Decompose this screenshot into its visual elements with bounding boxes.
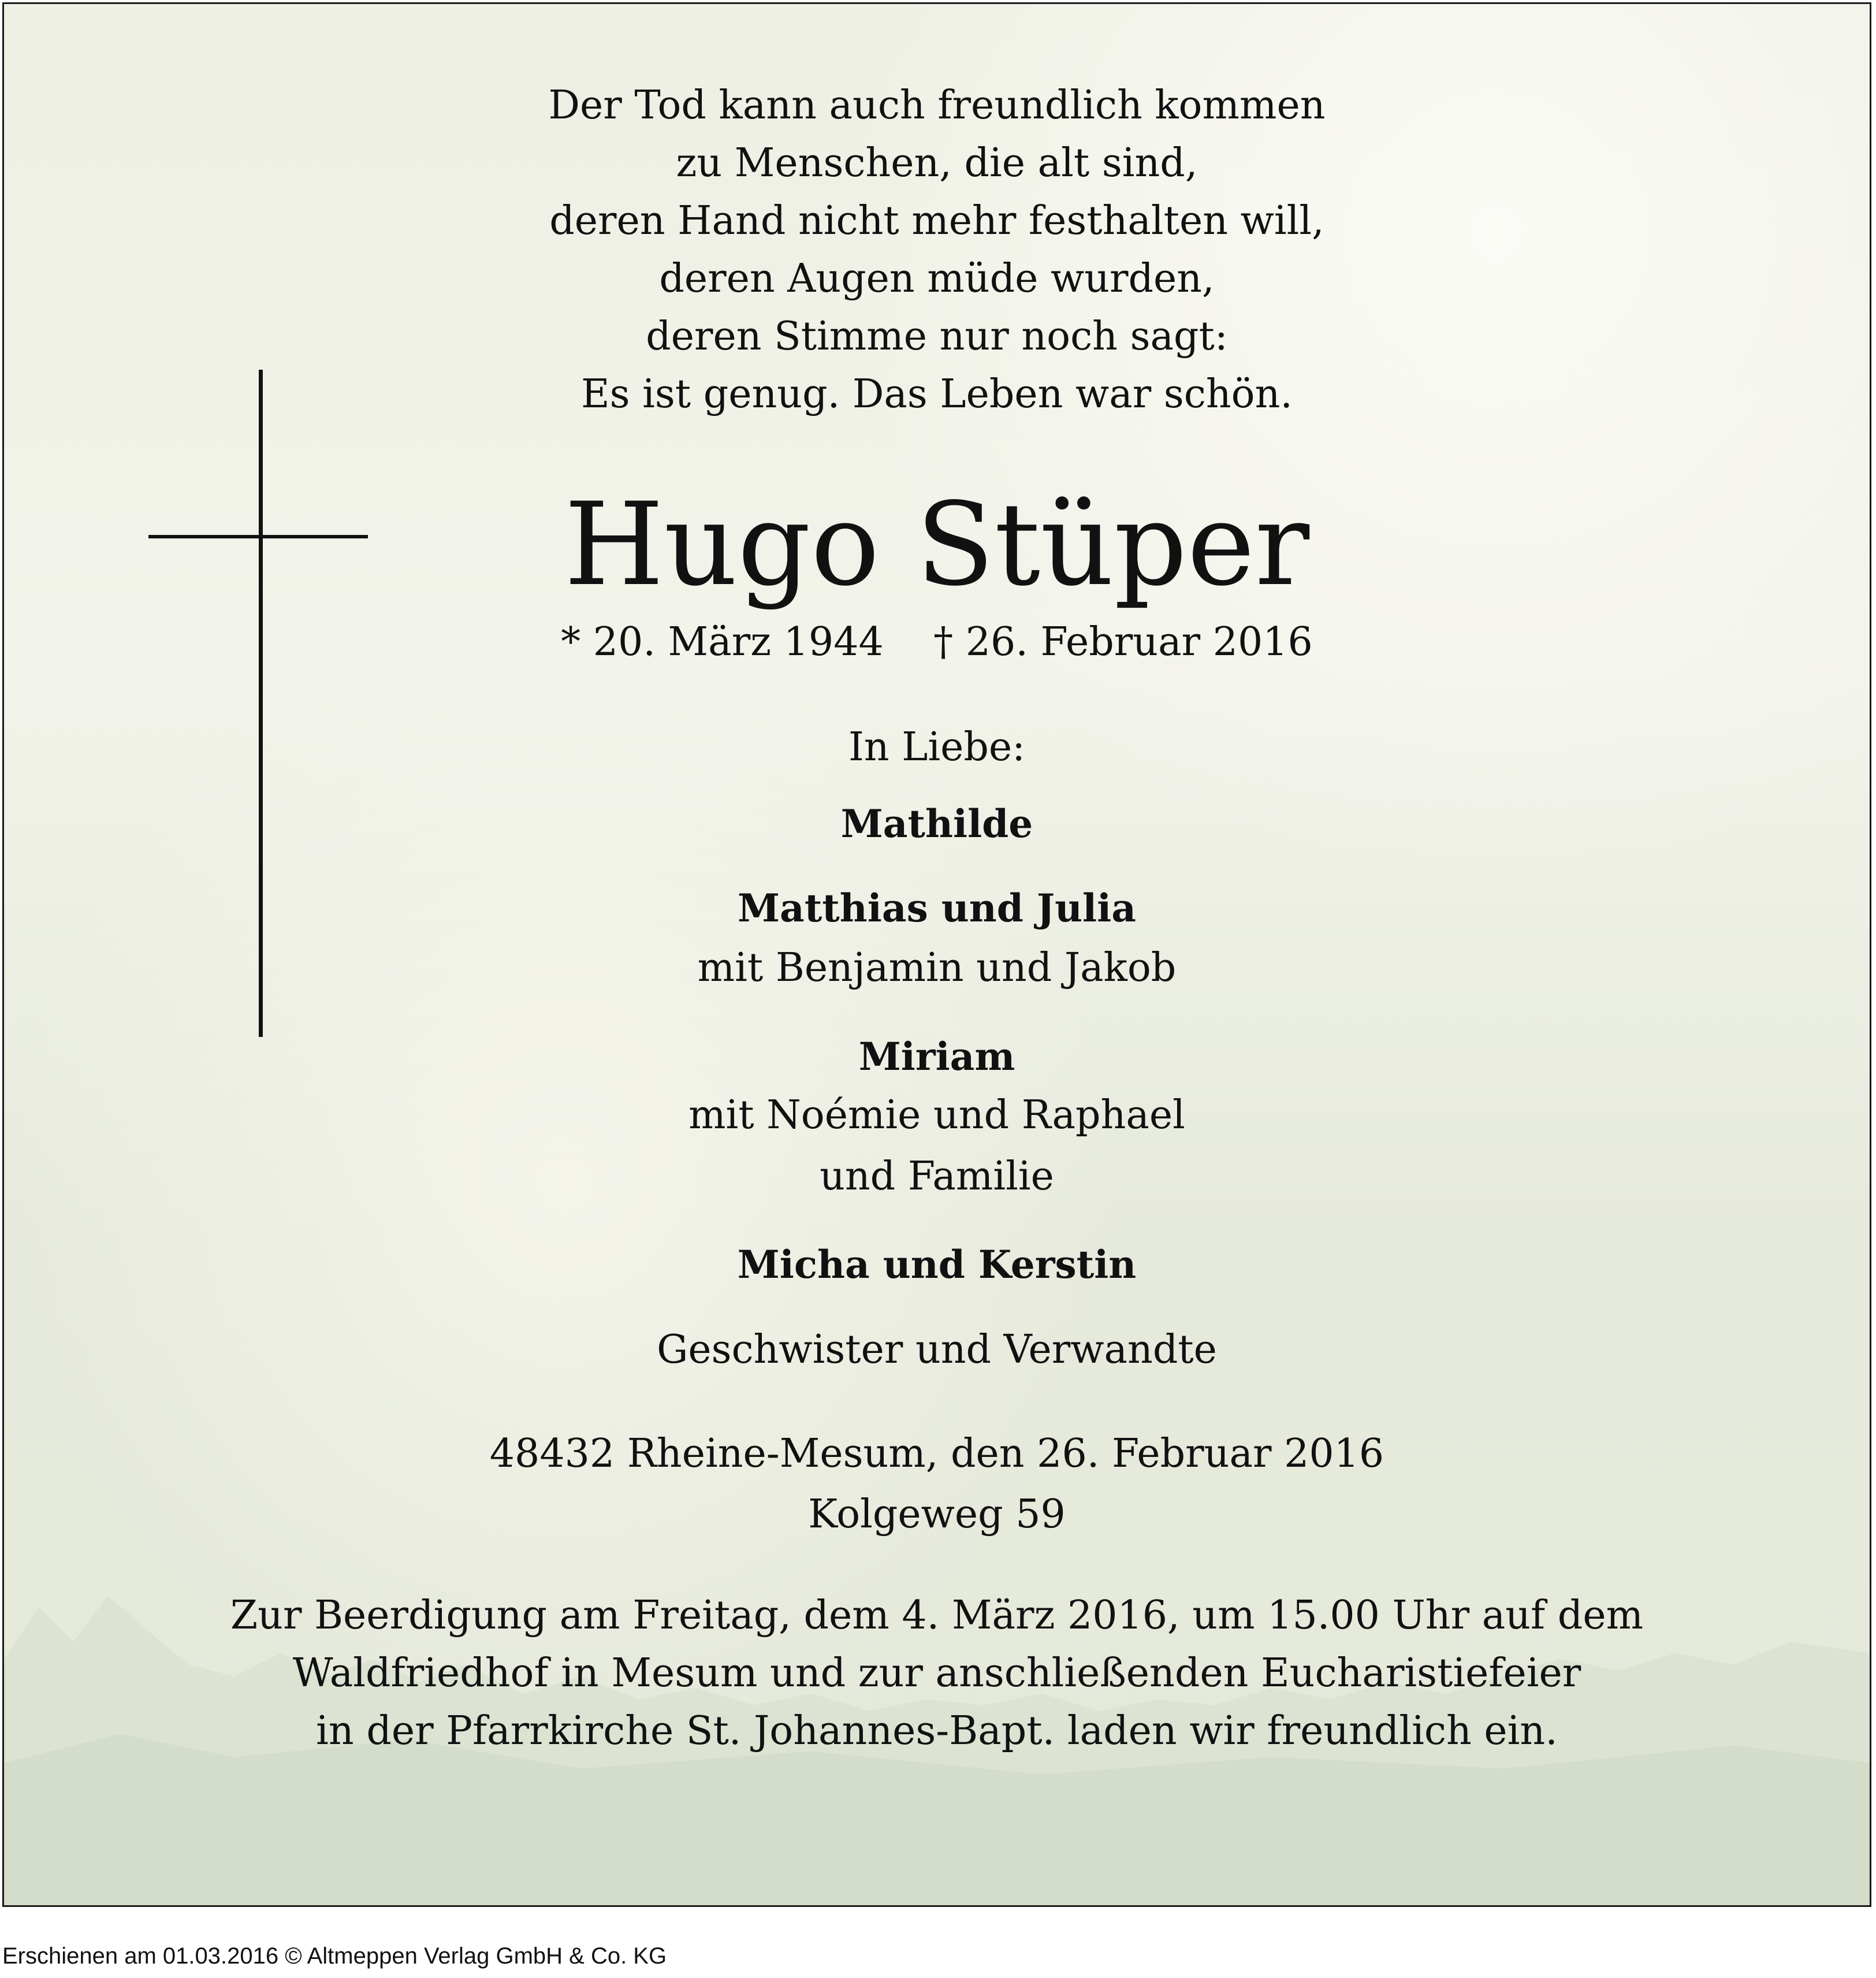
family-member-name: Matthias und Julia	[738, 886, 1136, 931]
funeral-notice-line: Zur Beerdigung am Freitag, dem 4. März 2016, um 15.00 Uhr auf dem	[230, 1593, 1644, 1638]
poem-line: Es ist genug. Das Leben war schön.	[580, 371, 1293, 417]
poem-line: deren Hand nicht mehr festhalten will,	[549, 198, 1324, 244]
funeral-notice-line: Waldfriedhof in Mesum und zur anschließenden Eucharistiefeier	[292, 1650, 1581, 1696]
funeral-notice-line: in der Pfarrkirche St. Johannes-Bapt. laden wir freundlich ein.	[316, 1708, 1558, 1754]
poem-line: deren Augen müde wurden,	[659, 256, 1215, 302]
family-member-name: Micha und Kerstin	[737, 1242, 1137, 1287]
family-member-name: Miriam	[858, 1034, 1015, 1079]
obituary-card	[2, 2, 1871, 1907]
in-liebe-label: In Liebe:	[848, 724, 1026, 770]
place-date: 48432 Rheine-Mesum, den 26. Februar 2016	[489, 1431, 1384, 1477]
publication-footer: Erschienen am 01.03.2016 © Altmeppen Verlag GmbH & Co. KG	[2, 1943, 667, 1969]
poem-line: zu Menschen, die alt sind,	[676, 140, 1198, 186]
family-member-detail: mit Noémie und Raphael	[688, 1092, 1185, 1138]
deceased-name: Hugo Stüper	[564, 478, 1310, 611]
family-member-detail: mit Benjamin und Jakob	[697, 945, 1177, 991]
relatives-line: Geschwister und Verwandte	[657, 1327, 1217, 1373]
street-address: Kolgeweg 59	[808, 1492, 1066, 1537]
cross-vertical-bar	[259, 370, 263, 1037]
life-dates: * 20. März 1944 † 26. Februar 2016	[561, 619, 1313, 665]
family-member-name: Mathilde	[840, 801, 1033, 846]
poem-line: deren Stimme nur noch sagt:	[646, 314, 1228, 359]
family-member-detail: und Familie	[820, 1154, 1054, 1199]
poem-line: Der Tod kann auch freundlich kommen	[548, 83, 1326, 128]
